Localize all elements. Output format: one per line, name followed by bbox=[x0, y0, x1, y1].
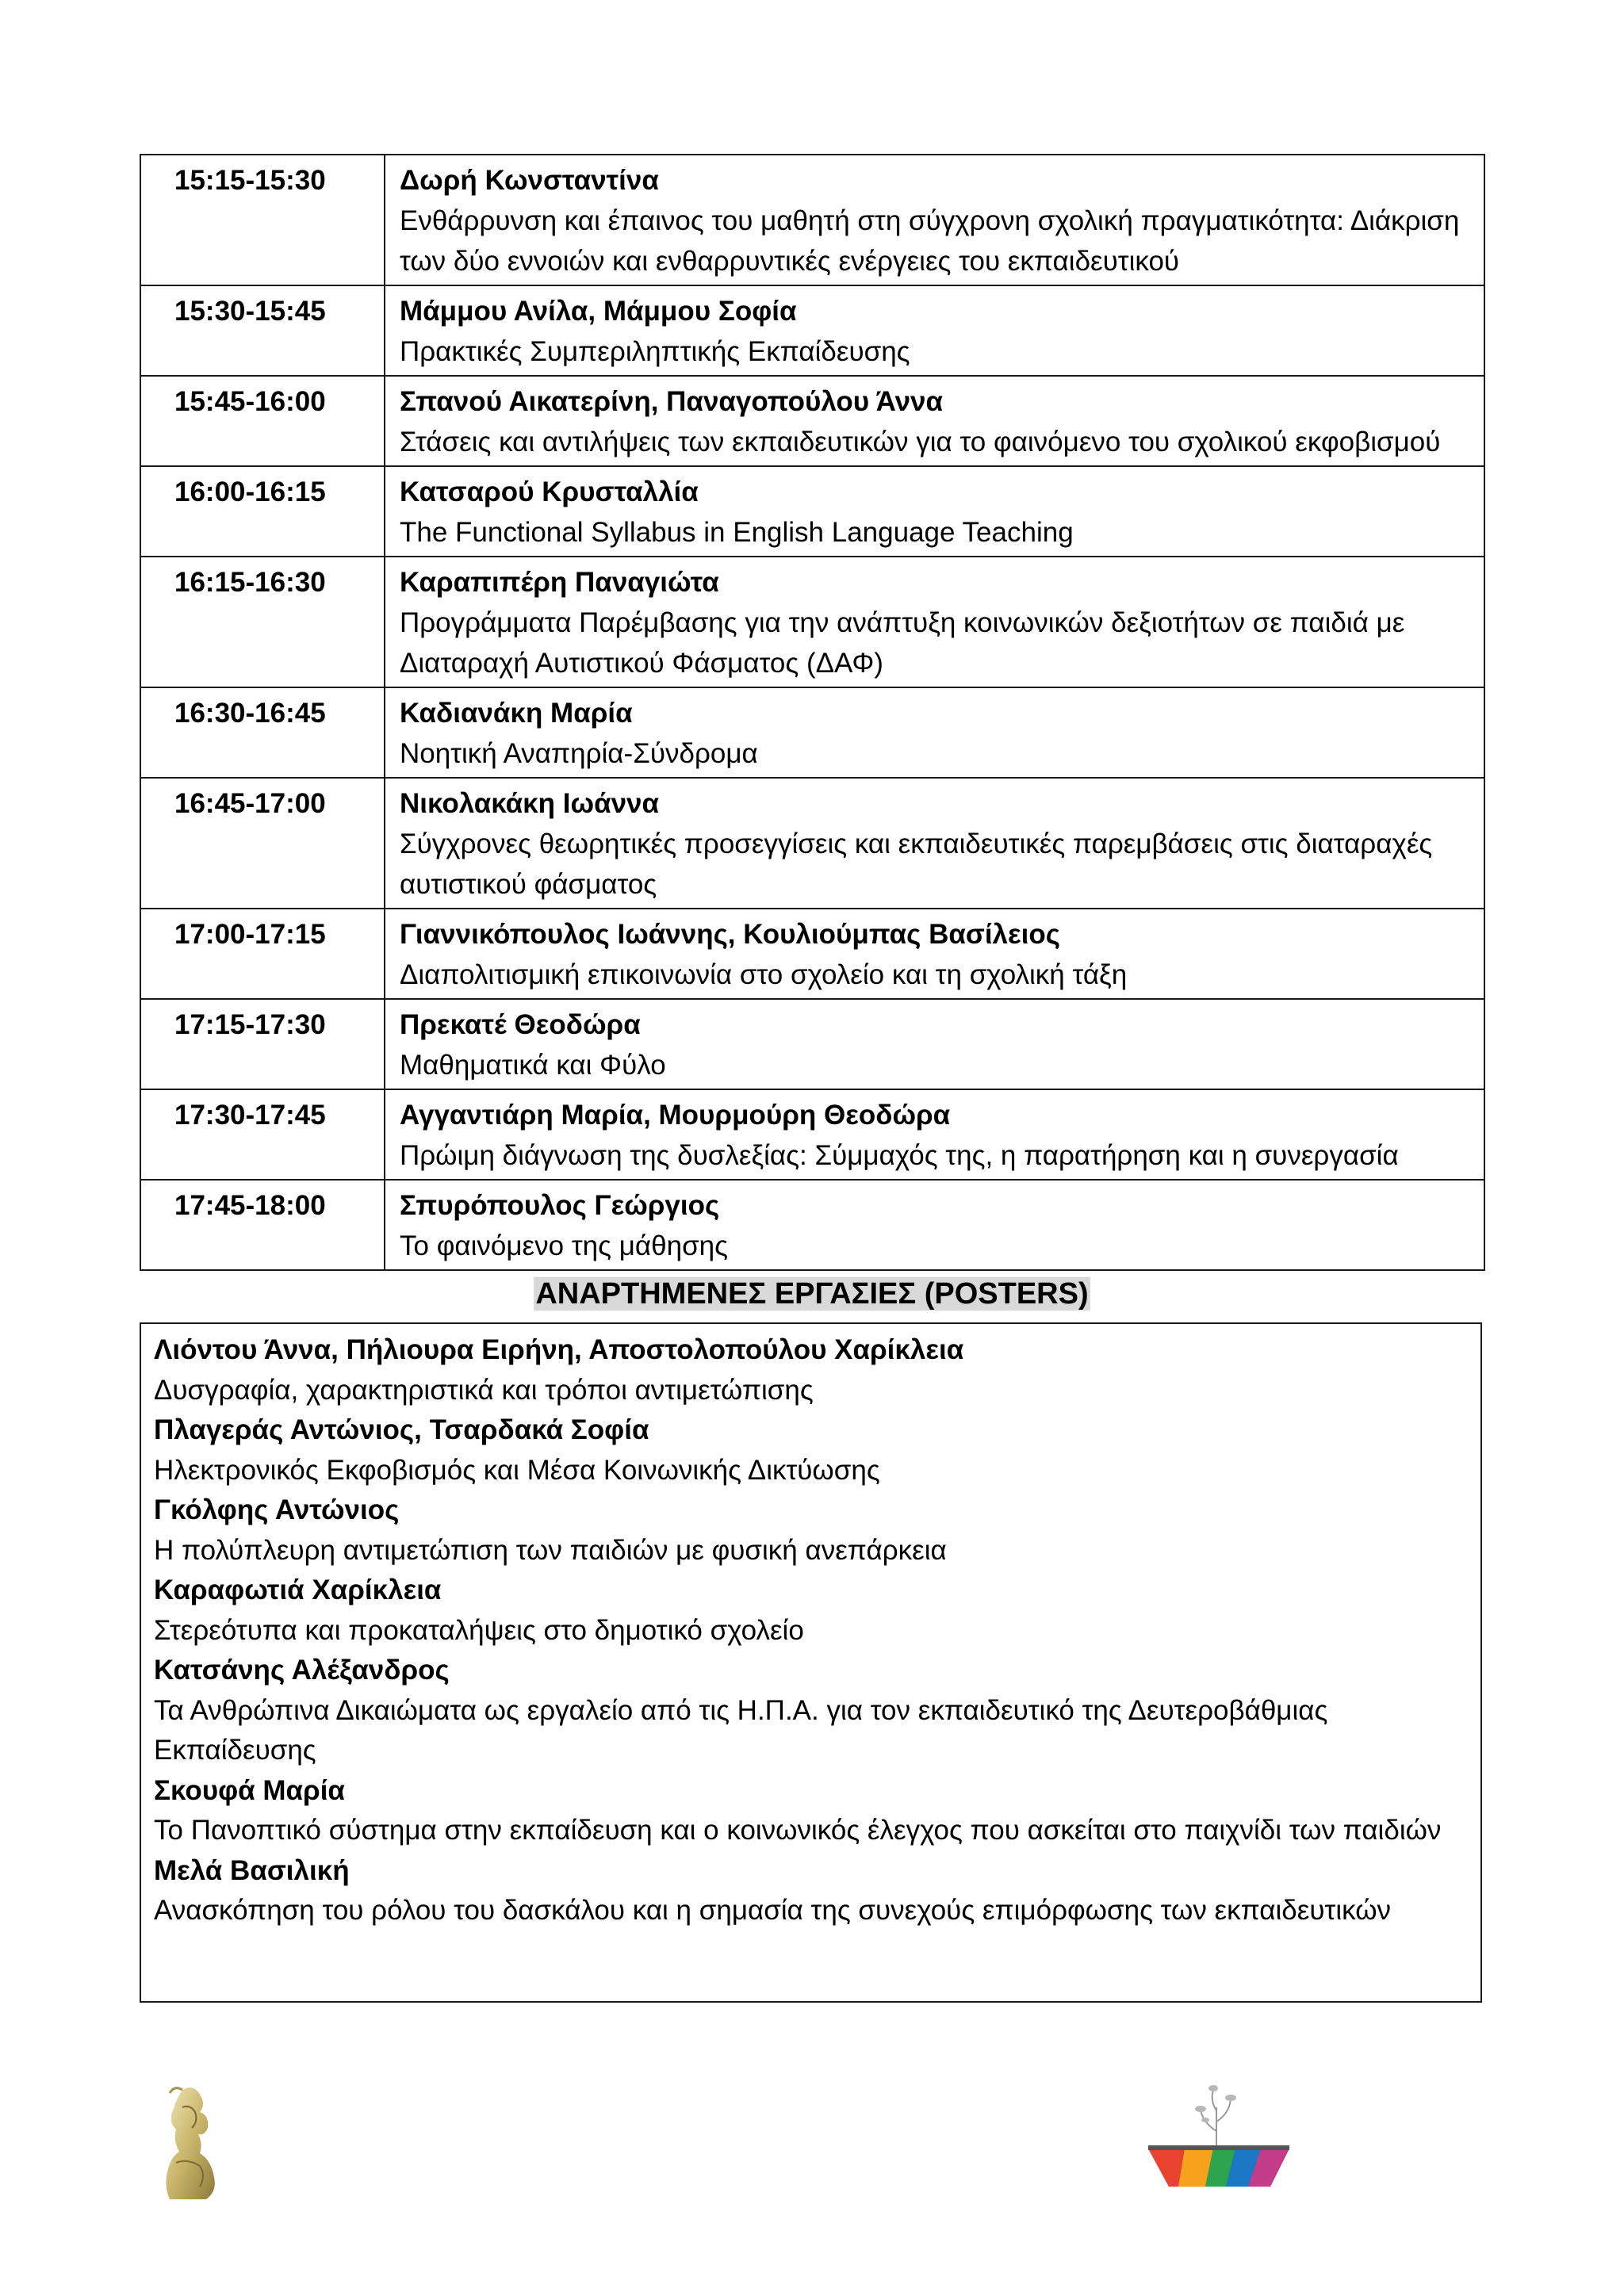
session-authors: Πρεκατέ Θεοδώρα bbox=[400, 1009, 641, 1040]
session-time: 17:45-18:00 bbox=[140, 1180, 385, 1270]
poster-authors: Γκόλφης Αντώνιος bbox=[154, 1494, 400, 1525]
session-authors: Νικολακάκη Ιωάννα bbox=[400, 788, 660, 819]
session-time: 17:15-17:30 bbox=[140, 999, 385, 1089]
schedule-table bbox=[140, 154, 1485, 1271]
poster-title: Τα Ανθρώπινα Δικαιώματα ως εργαλείο από τις Η.Π.Α. για τον εκπαιδευτικό της Δευτεροβάθμιας Εκπαίδευσης bbox=[154, 1694, 1328, 1766]
poster-authors: Καραφωτιά Χαρίκλεια bbox=[154, 1575, 442, 1605]
poster-authors: Κατσάνης Αλέξανδρος bbox=[154, 1655, 450, 1686]
session-authors: Κατσαρού Κρυσταλλία bbox=[400, 476, 699, 507]
poster-title: Στερεότυπα και προκαταλήψεις στο δημοτικό σχολείο bbox=[154, 1614, 804, 1646]
session-time: 15:15-15:30 bbox=[140, 155, 385, 285]
schedule-row bbox=[140, 285, 1484, 376]
poster-authors: Λιόντου Άννα, Πήλιουρα Ειρήνη, Αποστολοπούλου Χαρίκλεια bbox=[154, 1334, 964, 1365]
session-authors: Γιαννικόπουλος Ιωάννης, Κουλιούμπας Βασίλειος bbox=[400, 919, 1060, 950]
session-time: 15:30-15:45 bbox=[140, 285, 385, 376]
session-entry bbox=[385, 1180, 1484, 1270]
poster-title: Ηλεκτρονικός Εκφοβισμός και Μέσα Κοινωνικής Δικτύωσης bbox=[154, 1454, 880, 1486]
schedule-row bbox=[140, 778, 1484, 909]
schedule-row bbox=[140, 909, 1484, 999]
session-title: Ενθάρρυνση και έπαινος του μαθητή στη σύγχρονη σχολική πραγματικότητα: Διάκριση των δύο εννοιών και ενθαρρυντικές ενέργειες του εκπαιδευτικού bbox=[400, 205, 1460, 277]
posters-heading-text: ΑΝΑΡΤΗΜΕΝΕΣ ΕΡΓΑΣΙΕΣ (POSTERS) bbox=[535, 1277, 1089, 1311]
session-time: 16:00-16:15 bbox=[140, 466, 385, 557]
session-entry bbox=[385, 909, 1484, 999]
schedule-row bbox=[140, 155, 1484, 285]
session-authors: Αγγαντιάρη Μαρία, Μουρμούρη Θεοδώρα bbox=[400, 1100, 951, 1131]
session-time: 17:30-17:45 bbox=[140, 1089, 385, 1180]
session-title: Μαθηματικά και Φύλο bbox=[400, 1050, 666, 1081]
poster-title: Το Πανοπτικό σύστημα στην εκπαίδευση και ο κοινωνικός έλεγχος που ασκείται στο παιχνίδι των παιδιών bbox=[154, 1815, 1442, 1846]
session-title: Πρώιμη διάγνωση της δυσλεξίας: Σύμμαχός της, η παρατήρηση και η συνεργασία bbox=[400, 1140, 1399, 1171]
session-time: 17:00-17:15 bbox=[140, 909, 385, 999]
session-entry bbox=[385, 466, 1484, 557]
posters-list bbox=[140, 1322, 1482, 2003]
conference-logo bbox=[1137, 2076, 1296, 2195]
poster-authors: Σκουφά Μαρία bbox=[154, 1774, 345, 1806]
session-title: Στάσεις και αντιλήψεις των εκπαιδευτικών για το φαινόμενο του σχολικού εκφοβισμού bbox=[400, 427, 1441, 457]
schedule-row bbox=[140, 466, 1484, 557]
schedule-row bbox=[140, 999, 1484, 1089]
session-entry bbox=[385, 999, 1484, 1089]
session-entry bbox=[385, 778, 1484, 909]
session-entry bbox=[385, 687, 1484, 778]
session-authors: Δωρή Κωνσταντίνα bbox=[400, 165, 659, 196]
poster-title: Ανασκόπηση του ρόλου του δασκάλου και η σημασία της συνεχούς επιμόρφωσης των εκπαιδευτικών bbox=[154, 1895, 1392, 1926]
session-entry bbox=[385, 285, 1484, 376]
schedule-row bbox=[140, 1180, 1484, 1270]
athena-logo bbox=[159, 2084, 224, 2202]
session-entry bbox=[385, 1089, 1484, 1180]
session-entry bbox=[385, 557, 1484, 687]
schedule-row bbox=[140, 376, 1484, 466]
session-title: Νοητική Αναπηρία-Σύνδρομα bbox=[400, 738, 758, 769]
session-authors: Καδιανάκη Μαρία bbox=[400, 698, 633, 729]
session-title: The Functional Syllabus in English Language Teaching bbox=[400, 517, 1074, 548]
session-authors: Σπανού Αικατερίνη, Παναγοπούλου Άννα bbox=[400, 386, 944, 417]
session-title: Σύγχρονες θεωρητικές προσεγγίσεις και εκπαιδευτικές παρεμβάσεις στις διαταραχές αυτιστικού φάσματος bbox=[400, 828, 1433, 900]
poster-title: Δυσγραφία, χαρακτηριστικά και τρόποι αντιμετώπισης bbox=[154, 1374, 814, 1406]
session-authors: Καραπιπέρη Παναγιώτα bbox=[400, 567, 719, 598]
poster-authors: Μελά Βασιλική bbox=[154, 1854, 350, 1886]
session-title: Προγράμματα Παρέμβασης για την ανάπτυξη κοινωνικών δεξιοτήτων σε παιδιά με Διαταραχή Αυτιστικού Φάσματος (ΔΑΦ) bbox=[400, 607, 1405, 679]
schedule-row bbox=[140, 557, 1484, 687]
schedule-row bbox=[140, 1089, 1484, 1180]
session-title: Πρακτικές Συμπεριληπτικής Εκπαίδευσης bbox=[400, 336, 910, 367]
session-entry bbox=[385, 376, 1484, 466]
session-entry bbox=[385, 155, 1484, 285]
session-time: 16:15-16:30 bbox=[140, 557, 385, 687]
session-time: 16:30-16:45 bbox=[140, 687, 385, 778]
posters-heading bbox=[0, 1274, 1624, 1314]
poster-authors: Πλαγεράς Αντώνιος, Τσαρδακά Σοφία bbox=[154, 1414, 649, 1445]
session-authors: Μάμμου Ανίλα, Μάμμου Σοφία bbox=[400, 296, 797, 327]
schedule-row bbox=[140, 687, 1484, 778]
session-authors: Σπυρόπουλος Γεώργιος bbox=[400, 1190, 720, 1221]
session-time: 15:45-16:00 bbox=[140, 376, 385, 466]
session-title: Διαπολιτισμική επικοινωνία στο σχολείο και τη σχολική τάξη bbox=[400, 959, 1128, 990]
session-title: Το φαινόμενο της μάθησης bbox=[400, 1230, 729, 1261]
poster-title: Η πολύπλευρη αντιμετώπιση των παιδιών με φυσική ανεπάρκεια bbox=[154, 1534, 947, 1566]
session-time: 16:45-17:00 bbox=[140, 778, 385, 909]
